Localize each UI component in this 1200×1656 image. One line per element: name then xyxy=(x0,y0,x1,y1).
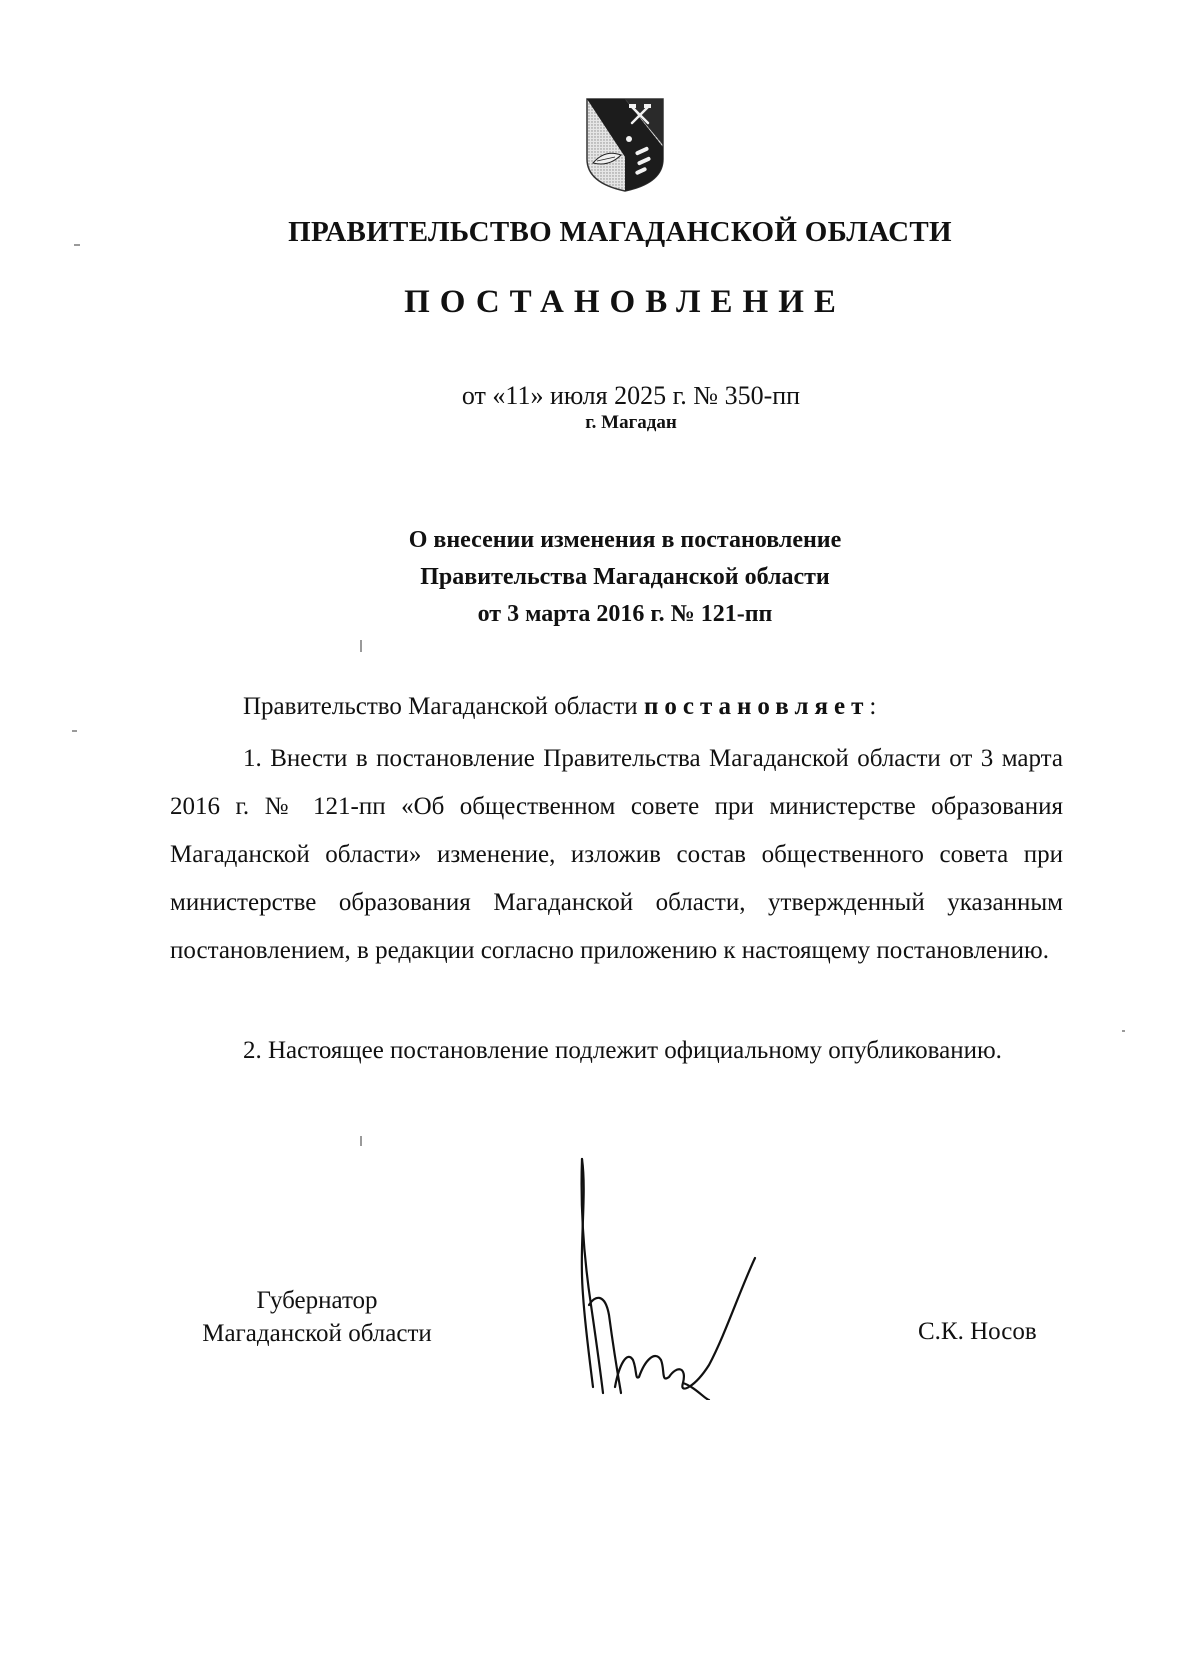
scan-speck xyxy=(360,1136,362,1146)
scan-speck xyxy=(72,730,77,732)
signatory-position-line: Губернатор xyxy=(256,1287,378,1314)
preamble xyxy=(243,693,876,721)
subject-line: Правительства Магаданской области xyxy=(420,564,830,590)
handwritten-signature xyxy=(575,1155,765,1400)
document-type-title: ПОСТАНОВЛЕНИЕ xyxy=(404,284,846,320)
preamble-text: Правительство Магаданской области xyxy=(243,693,644,720)
document-city: г. Магадан xyxy=(585,412,677,433)
document-date-number: от «11» июля 2025 г. № 350-пп xyxy=(461,381,801,410)
signatory-position xyxy=(172,1284,462,1350)
preamble-colon: : xyxy=(869,693,877,720)
paragraph-text: Настоящее постановление подлежит официальному опубликованию. xyxy=(268,1037,1002,1064)
signatory-position-line: Магаданской области xyxy=(202,1320,432,1347)
scan-speck xyxy=(74,244,80,246)
coat-of-arms-icon xyxy=(585,97,665,193)
paragraph-1 xyxy=(170,735,1063,975)
paragraph-number: 2. xyxy=(243,1037,262,1064)
paragraph-2 xyxy=(170,1027,1063,1075)
scan-speck xyxy=(360,640,362,652)
signatory-name: С.К. Носов xyxy=(918,1318,1037,1345)
preamble-decree-word: постановляет xyxy=(643,693,870,720)
subject-line: от 3 марта 2016 г. № 121-пп xyxy=(477,601,773,627)
paragraph-text: Внести в постановление Правительства Магаданской области от 3 марта 2016 г. № 121-пп «Об общественном совете при министерстве образования Магаданской области» изменение, изложив состав общественного совета при министерстве образования Магаданской области, утвержденный указанным постановлением, в редакции согласно приложению к настоящему постановлению. xyxy=(170,745,1064,964)
organization-title: ПРАВИТЕЛЬСТВО МАГАДАНСКОЙ ОБЛАСТИ xyxy=(288,216,952,248)
scan-speck xyxy=(1122,1030,1125,1032)
paragraph-number: 1. xyxy=(243,745,262,772)
subject-line: О внесении изменения в постановление xyxy=(408,527,842,553)
document-subject xyxy=(0,522,1200,633)
